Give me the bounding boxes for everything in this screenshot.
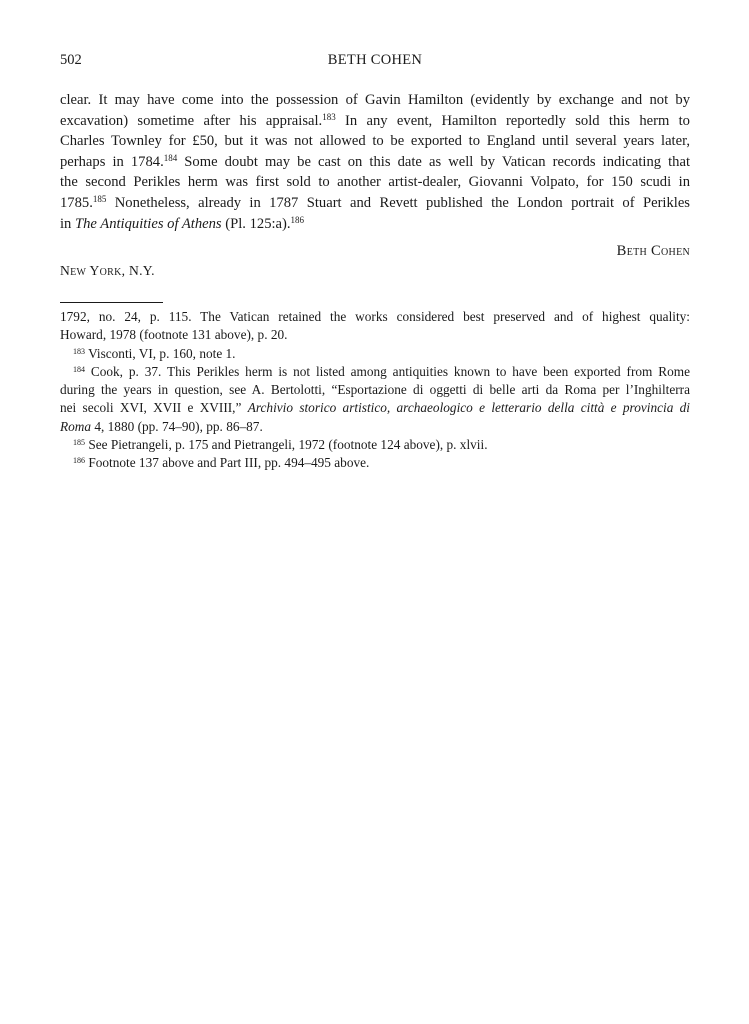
footnote-186: $^{186}$ Footnote 137 above and Part III, pp. 494–495 above. (73, 455, 370, 471)
page-header (60, 52, 690, 70)
footnote-185: $^{185}$ See Pietrangeli, p. 175 and Pietrangeli, 1972 (footnote 124 above), p. xlvii. (73, 437, 488, 453)
footnote-number: 186 (73, 456, 85, 466)
footnote-number: 183 (73, 346, 85, 356)
footnote-ref-185[interactable]: 185 (92, 193, 107, 204)
body-line: clear. It may have come into the possession of Gavin Hamilton (evidently by exchange and not by (60, 92, 690, 108)
footnote-ref-184[interactable]: 184 (163, 152, 178, 163)
footnote-number: 184 (73, 364, 85, 374)
footnote-continuation-line: Howard, 1978 (footnote 131 above), p. 20. (60, 327, 288, 343)
journal-title: Archivio storico artistico, archaeologico e letterario della città e provincia di (247, 400, 690, 416)
footnote-184-line: Roma 4, 1880 (pp. 74–90), pp. 86–87. (60, 418, 263, 434)
body-paragraph (60, 90, 690, 234)
body-line: the second Perikles herm was first sold to another artist-dealer, Giovanni Volpato, for 150 scudi in (60, 174, 690, 191)
author-location: New York, N.Y. (60, 263, 155, 278)
body-line: excavation) sometime after his appraisal.$^{183}$ In any event, Hamilton reportedly sold this herm to (60, 111, 690, 129)
footnote-ref-183[interactable]: 183 (322, 111, 336, 122)
footnote-184: $^{184}$ Cook, p. 37. This Perikles herm is not listed among antiquities known to have been exported from Rome (73, 363, 690, 379)
body-line: Charles Townley for £50, but it was not allowed to be exported to England until several years later, (60, 133, 690, 150)
footnote-divider (60, 302, 163, 303)
running-head: BETH COHEN (327, 52, 423, 68)
footnote-ref-186[interactable]: 186 (290, 214, 305, 225)
book-title: The Antiquities of Athens (75, 215, 222, 232)
footnote-183: $^{183}$ Visconti, VI, p. 160, note 1. (73, 345, 236, 361)
footnote-continuation-line: 1792, no. 24, p. 115. The Vatican retained the works considered best preserved and of highest quality: (60, 309, 690, 324)
journal-title: Roma (60, 418, 92, 434)
page-number: 502 (60, 52, 82, 68)
body-line: 1785.$^{185}$ Nonetheless, already in 1787 Stuart and Revett published the London portrait of Perikles (60, 193, 690, 211)
footnote-number: 185 (73, 438, 85, 448)
body-line: in The Antiquities of Athens (Pl. 125:a).$^{186}$ (60, 214, 305, 232)
footnote-184-line: during the years in question, see A. Bertolotti, “Esportazione di oggetti di belle arti da Roma per l’Inghilterra (60, 382, 690, 398)
body-line: perhaps in 1784.$^{184}$ Some doubt may be cast on this date as well by Vatican records indicating that (60, 152, 690, 170)
footnotes (60, 308, 690, 473)
author-signature: Beth Cohen (616, 243, 690, 259)
footnote-184-line: nei secoli XVI, XVII e XVIII,” Archivio storico artistico, archaeologico e letterario della città e provincia di (60, 400, 690, 416)
